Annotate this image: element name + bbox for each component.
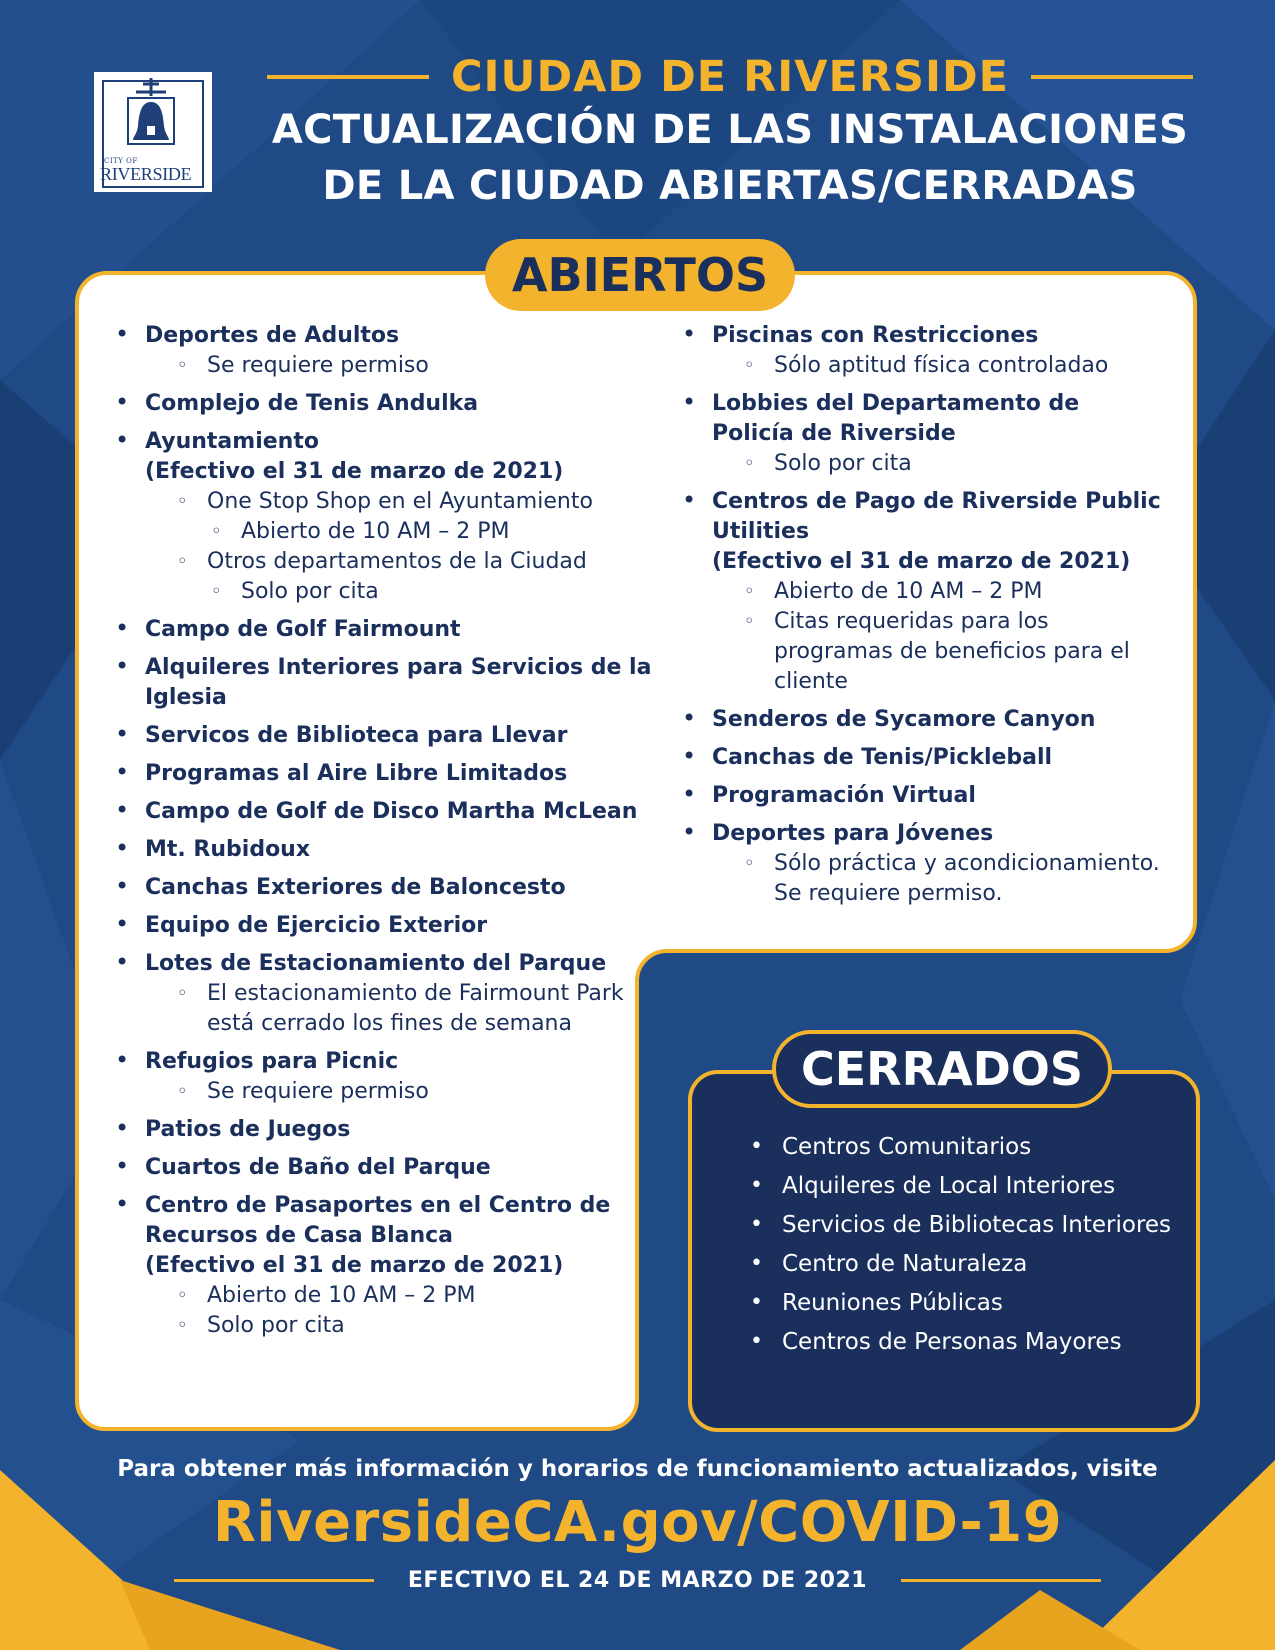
list-item xyxy=(115,321,675,381)
open-right-column xyxy=(682,321,1162,917)
item-title: • Piscinas con Restricciones xyxy=(712,323,1039,348)
item-title: • Alquileres Interiores para Servicios de la Iglesia xyxy=(145,655,652,710)
closed-item: • Centros Comunitarios xyxy=(750,1132,1190,1162)
sub-item: ◦ Se requiere permiso xyxy=(145,351,675,381)
logo-city-of: CITY OF xyxy=(104,157,138,165)
logo-name: RIVERSIDE xyxy=(100,164,192,184)
list-item xyxy=(115,873,675,903)
item-title-date: (Efectivo el 31 de marzo de 2021) xyxy=(712,549,1131,574)
item-title: • Complejo de Tenis Andulka xyxy=(145,391,479,416)
title-rule-right xyxy=(1031,75,1193,79)
list-item xyxy=(682,781,1162,811)
closed-item: • Servicios de Bibliotecas Interiores xyxy=(750,1210,1190,1240)
closed-item: • Alquileres de Local Interiores xyxy=(750,1171,1190,1201)
item-title-date: (Efectivo el 31 de marzo de 2021) xyxy=(145,459,564,484)
sub-item: ◦ Solo por cita xyxy=(712,449,1162,479)
sub-sub-item: ◦ Solo por cita xyxy=(145,577,675,607)
riverside-logo xyxy=(94,72,212,192)
list-item xyxy=(115,911,675,941)
item-title-date: (Efectivo el 31 de marzo de 2021) xyxy=(145,1253,564,1278)
list-item xyxy=(115,721,675,751)
sub-item: ◦ One Stop Shop en el Ayuntamiento xyxy=(145,487,675,517)
footer-rule-left xyxy=(174,1579,374,1582)
item-title: • Mt. Rubidoux xyxy=(145,837,311,862)
item-title: • Centros de Pago de Riverside Public Utilities xyxy=(712,489,1161,544)
sub-item: ◦ Citas requeridas para los programas de beneficios para el cliente xyxy=(712,607,1162,697)
item-title: • Campo de Golf de Disco Martha McLean xyxy=(145,799,638,824)
list-item xyxy=(115,427,675,607)
list-item xyxy=(682,389,1162,479)
list-item xyxy=(115,1115,675,1145)
open-left-list xyxy=(115,321,675,1341)
item-title: • Refugios para Picnic xyxy=(145,1049,399,1074)
item-title: • Campo de Golf Fairmount xyxy=(145,617,461,642)
list-item xyxy=(115,949,675,1039)
city-title-row xyxy=(230,52,1230,102)
item-title: • Canchas de Tenis/Pickleball xyxy=(712,745,1053,770)
list-item xyxy=(682,819,1162,909)
footer-effective-date: EFECTIVO EL 24 DE MARZO DE 2021 xyxy=(407,1568,868,1593)
list-item xyxy=(682,487,1162,697)
item-title: • Lobbies del Departamento de Policía de Riverside xyxy=(712,391,1080,446)
item-title: • Servicos de Biblioteca para Llevar xyxy=(145,723,568,748)
footer-rule-right xyxy=(901,1579,1101,1582)
item-title: • Cuartos de Baño del Parque xyxy=(145,1155,491,1180)
item-title: • Programación Virtual xyxy=(712,783,976,808)
sub-item: ◦ Abierto de 10 AM – 2 PM xyxy=(712,577,1162,607)
list-item xyxy=(682,321,1162,381)
sub-item: ◦ Sólo práctica y acondicionamiento. Se requiere permiso. xyxy=(712,849,1162,909)
item-title: • Ayuntamiento xyxy=(145,429,319,454)
item-title: • Senderos de Sycamore Canyon xyxy=(712,707,1096,732)
main-title-line-1: ACTUALIZACIÓN DE LAS INSTALACIONES xyxy=(271,107,1189,153)
closed-label: CERRADOS xyxy=(772,1030,1112,1108)
footer-info: Para obtener más información y horarios de funcionamiento actualizados, visite xyxy=(117,1456,1158,1482)
item-title: • Equipo de Ejercicio Exterior xyxy=(145,913,488,938)
open-left-column xyxy=(115,321,675,1349)
item-title: • Patios de Juegos xyxy=(145,1117,351,1142)
list-item xyxy=(115,797,675,827)
sub-sub-item: ◦ Abierto de 10 AM – 2 PM xyxy=(145,517,675,547)
item-title: • Lotes de Estacionamiento del Parque xyxy=(145,951,607,976)
sub-item: ◦ El estacionamiento de Fairmount Park está cerrado los fines de semana xyxy=(145,979,675,1039)
closed-item: • Reuniones Públicas xyxy=(750,1288,1190,1318)
header xyxy=(230,52,1230,214)
list-item xyxy=(115,615,675,645)
closed-item: • Centros de Personas Mayores xyxy=(750,1327,1190,1357)
list-item xyxy=(115,653,675,713)
item-title: • Deportes de Adultos xyxy=(145,323,400,348)
list-item xyxy=(115,1047,675,1107)
open-label: ABIERTOS xyxy=(485,239,795,311)
list-item xyxy=(115,835,675,865)
list-item xyxy=(115,1191,675,1341)
sub-item: ◦ Solo por cita xyxy=(145,1311,675,1341)
bell-icon xyxy=(106,74,196,158)
title-rule-left xyxy=(267,75,429,79)
closed-list xyxy=(750,1132,1190,1366)
closed-item: • Centro de Naturaleza xyxy=(750,1249,1190,1279)
item-title: • Centro de Pasaportes en el Centro de Recursos de Casa Blanca xyxy=(145,1193,611,1248)
sub-item: ◦ Abierto de 10 AM – 2 PM xyxy=(145,1281,675,1311)
city-title: CIUDAD DE RIVERSIDE xyxy=(450,52,1010,102)
item-title: • Programas al Aire Libre Limitados xyxy=(145,761,568,786)
item-title: • Deportes para Jóvenes xyxy=(712,821,994,846)
list-item xyxy=(682,743,1162,773)
list-item xyxy=(682,705,1162,735)
open-right-list xyxy=(682,321,1162,909)
sub-item: ◦ Sólo aptitud física controladao xyxy=(712,351,1162,381)
footer-url-link[interactable]: RiversideCA.gov/COVID-19 xyxy=(212,1490,1063,1555)
list-item xyxy=(115,1153,675,1183)
sub-item: ◦ Se requiere permiso xyxy=(145,1077,675,1107)
item-title: • Canchas Exteriores de Baloncesto xyxy=(145,875,566,900)
footer-effective-row xyxy=(0,1568,1275,1593)
sub-item: ◦ Otros departamentos de la Ciudad xyxy=(145,547,675,577)
list-item xyxy=(115,389,675,419)
main-title-line-2: DE LA CIUDAD ABIERTAS/CERRADAS xyxy=(322,163,1138,209)
list-item xyxy=(115,759,675,789)
